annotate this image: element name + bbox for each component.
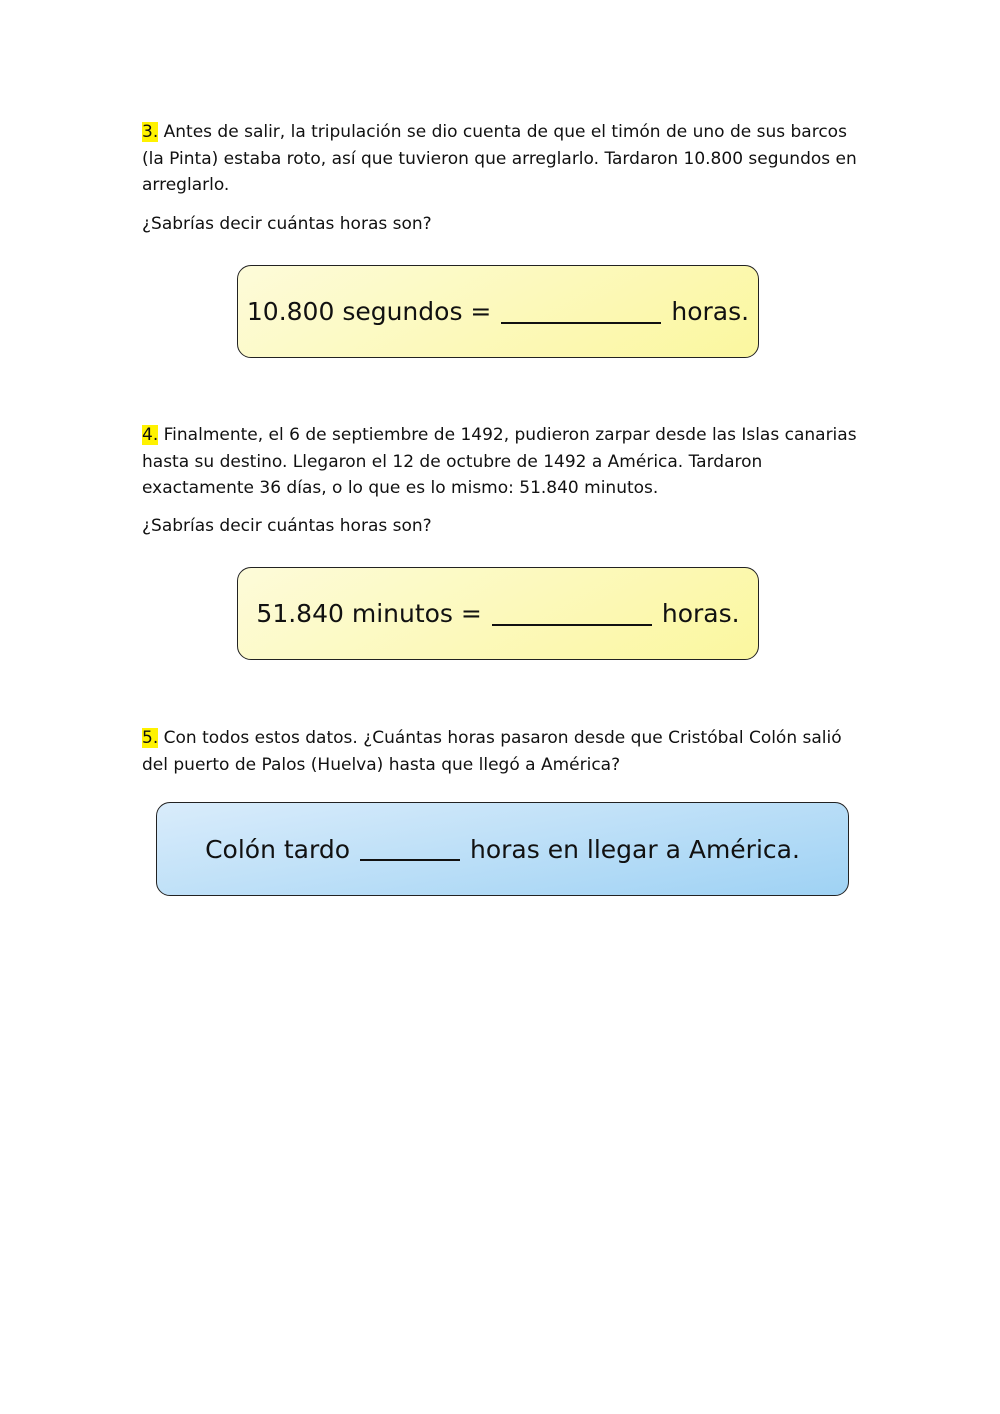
- q4-box-left: 51.840 minutos =: [256, 599, 482, 628]
- q3-question: ¿Sabrías decir cuántas horas son?: [142, 214, 432, 234]
- q4-question: ¿Sabrías decir cuántas horas son?: [142, 516, 432, 536]
- q5-text: Con todos estos datos. ¿Cuántas horas pasaron desde que Cristóbal Colón salió del puerto de Palos (Huelva) hasta que llegó a América?: [142, 728, 842, 775]
- q4-answer-blank[interactable]: [492, 602, 652, 626]
- q4-paragraph: [142, 422, 862, 502]
- q3-box-right: horas.: [671, 297, 750, 326]
- q5-answer-blank[interactable]: [360, 837, 460, 861]
- q3-box-left: 10.800 segundos =: [246, 297, 492, 326]
- q5-paragraph: [142, 725, 862, 778]
- q5-box-left: Colón tardo: [205, 834, 350, 864]
- q5-box-right: horas en llegar a América.: [470, 834, 800, 864]
- q4-text: Finalmente, el 6 de septiembre de 1492, pudieron zarpar desde las Islas canarias hasta su destino. Llegaron el 12 de octubre de 1492 a América. Tardaron exactamente 36 días, o lo que es lo mismo: 51.840 minutos.: [142, 425, 857, 498]
- q3-answer-blank[interactable]: [501, 300, 661, 324]
- q5-number: 5.: [142, 728, 159, 748]
- q5-answer-box: [156, 802, 849, 896]
- q4-number: 4.: [142, 425, 159, 445]
- q3-paragraph: [142, 119, 862, 199]
- q4-box-right: horas.: [661, 599, 740, 628]
- q3-number: 3.: [142, 122, 159, 142]
- q3-answer-box: [237, 265, 759, 358]
- q3-text: Antes de salir, la tripulación se dio cuenta de que el timón de uno de sus barcos (la Pinta) estaba roto, así que tuvieron que arreglarlo. Tardaron 10.800 segundos en arreglarlo.: [142, 122, 857, 195]
- q4-answer-box: [237, 567, 759, 660]
